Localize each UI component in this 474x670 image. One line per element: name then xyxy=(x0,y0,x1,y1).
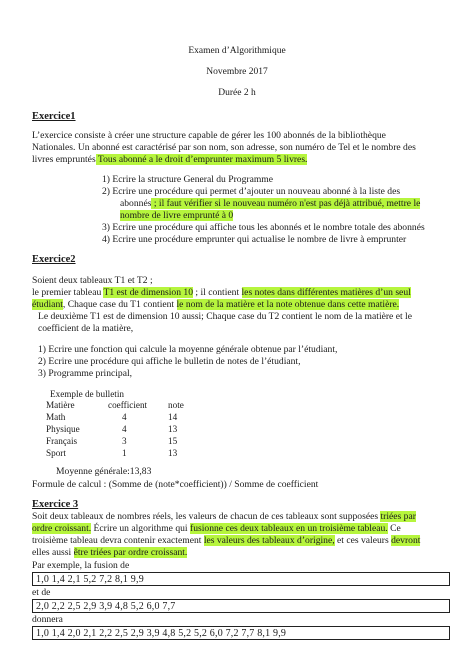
ex3-highlight-merge: fusionne ces deux tableaux en un troisième tableau. xyxy=(190,523,388,534)
ex1-item3: 3) Ecrire une procédure qui affiche tous les abonnés et le nombre totale des abonnés xyxy=(102,222,425,233)
exercise3-title: Exercice 3 xyxy=(32,499,79,510)
ex3-line1 xyxy=(32,511,416,523)
moyenne-generale: Moyenne générale:13,83 xyxy=(56,466,152,477)
sequence-2: 2,0 2,2 2,5 2,9 3,9 4,8 5,2 6,0 7,7 xyxy=(36,600,176,612)
cell-note: 13 xyxy=(168,424,178,434)
ex2-line2 xyxy=(32,287,411,299)
ex2-highlight-notes: les notes dans différentes matières d’un seul xyxy=(241,287,411,298)
ex1-text: livres empruntés xyxy=(32,154,96,165)
ex1-item2: 2) Ecrire une procédure qui permet d’ajouter un nouveau abonné à la liste des xyxy=(102,186,401,197)
col-note: note xyxy=(168,400,184,410)
sequence-box-1 xyxy=(32,572,450,586)
ex1-highlight-max-books: Tous abonné a le droit d’emprunter maximum 5 livres. xyxy=(95,154,308,165)
ex1-paragraph-line2: Nationales. Un abonné est caractérisé par son nom, son adresse, son numéro de Tel et le nombre des xyxy=(32,142,416,153)
ex3-text: elles aussi xyxy=(32,547,74,558)
table-row xyxy=(46,436,177,448)
ex1-item1: 1) Ecrire la structure General du Programme xyxy=(102,174,274,185)
ex2-text: le premier tableau xyxy=(32,287,104,298)
ex1-highlight-zero: nombre de livre emprunté à 0 xyxy=(120,210,234,221)
ex2-question2: 2) Ecrire une procédure qui affiche le bulletin de notes de l’étudiant, xyxy=(38,356,301,367)
ex3-highlight-sorted2: être triées par ordre croissant. xyxy=(73,547,188,558)
ex3-line3 xyxy=(32,535,420,547)
table-row xyxy=(46,412,177,424)
ex2-line5: coefficient de la matière, xyxy=(38,323,134,334)
cell-coefficient: 1 xyxy=(122,448,127,458)
ex2-highlight-content: le nom de la matière et la note obtenue dans cette matière. xyxy=(176,299,400,310)
ex3-highlight-sorted: triées par xyxy=(380,511,416,522)
exercise1-title: Exercice1 xyxy=(32,111,76,122)
cell-note: 15 xyxy=(168,436,178,446)
cell-coefficient: 4 xyxy=(122,412,127,422)
ex1-item4: 4) Ecrire une procédure emprunter qui actualise le nombre de livre à emprunter xyxy=(102,234,407,245)
ex1-highlight-verify: ; il faut vérifier si le nouveau numéro n'est pas déjà attribué, mettre le xyxy=(151,198,421,209)
ex1-paragraph-line1: L’exercice consiste à créer une structure capable de gérer les 100 abonnés de la bibliothèque xyxy=(32,130,386,141)
cell-note: 14 xyxy=(168,412,178,422)
table-row xyxy=(46,448,177,460)
ex1-text: abonnés xyxy=(120,198,152,209)
ex2-question3: 3) Programme principal, xyxy=(38,368,133,379)
ex3-donnera: donnera xyxy=(32,614,63,625)
ex3-text: Écrire un algorithme qui xyxy=(91,523,190,534)
exam-title: Examen d’Algorithmique xyxy=(188,46,286,56)
sequence-box-3 xyxy=(32,626,450,640)
cell-matiere: Math xyxy=(46,412,66,422)
col-matiere: Matière xyxy=(46,400,75,410)
ex3-line4 xyxy=(32,547,187,559)
cell-matiere: Sport xyxy=(46,448,66,458)
ex3-line2 xyxy=(32,523,401,535)
ex2-line3 xyxy=(32,299,399,311)
table-row xyxy=(46,424,177,436)
exercise2-title: Exercice2 xyxy=(32,254,76,265)
cell-matiere: Physique xyxy=(46,424,80,434)
ex2-highlight-dim: T1 est de dimension 10 xyxy=(103,287,194,298)
sequence-3: 1,0 1,4 2,0 2,1 2,2 2,5 2,9 3,9 4,8 5,2 5,2 6,0 7,2 7,7 8,1 9,9 xyxy=(36,627,287,639)
col-coefficient: coefficient xyxy=(108,400,148,410)
ex3-example-intro: Par exemple, la fusion de xyxy=(32,560,130,571)
ex2-question1: 1) Ecrire une fonction qui calcule la moyenne générale obtenue par l’étudiant, xyxy=(38,344,338,355)
ex2-line4: Le deuxième T1 est de dimension 10 aussi; Chaque case du T2 contient le nom de la matière et le xyxy=(38,311,412,322)
exam-duration: Durée 2 h xyxy=(218,88,256,98)
bulletin-title: Exemple de bulletin xyxy=(50,389,124,399)
ex3-text: troisième tableau devra contenir exactement xyxy=(32,535,204,546)
ex3-highlight-order: ordre croissant. xyxy=(32,523,92,534)
ex3-et-de: et de xyxy=(32,587,51,598)
ex3-highlight-must: devront xyxy=(391,535,421,546)
ex1-item2-cont xyxy=(120,198,420,210)
ex2-line1: Soient deux tableaux T1 et T2 ; xyxy=(32,275,153,286)
cell-coefficient: 4 xyxy=(122,424,127,434)
ex3-text: Soit deux tableaux de nombres réels, les valeurs de chacun de ces tableaux sont supposées xyxy=(32,511,381,522)
cell-matiere: Français xyxy=(46,436,78,446)
cell-coefficient: 3 xyxy=(122,436,127,446)
ex2-text: ; il contient xyxy=(193,287,242,298)
bulletin-header-row xyxy=(46,400,184,412)
ex1-item2-cont2 xyxy=(120,210,233,222)
ex2-highlight-student: étudiant xyxy=(32,299,63,310)
cell-note: 13 xyxy=(168,448,178,458)
sequence-box-2 xyxy=(32,599,450,613)
formule-calcul: Formule de calcul : (Somme de (note*coefficient)) / Somme de coefficient xyxy=(32,479,319,490)
ex3-text: Ce xyxy=(387,523,401,534)
ex3-highlight-values: les valeurs des tableaux d’origine, xyxy=(203,535,335,546)
ex3-text: et ces valeurs xyxy=(334,535,392,546)
ex2-text: , Chaque case du T1 contient xyxy=(62,299,177,310)
exam-date: Novembre 2017 xyxy=(206,67,268,77)
sequence-1: 1,0 1,4 2,1 5,2 7,2 8,1 9,9 xyxy=(36,573,144,585)
ex1-paragraph-line3 xyxy=(32,154,307,166)
